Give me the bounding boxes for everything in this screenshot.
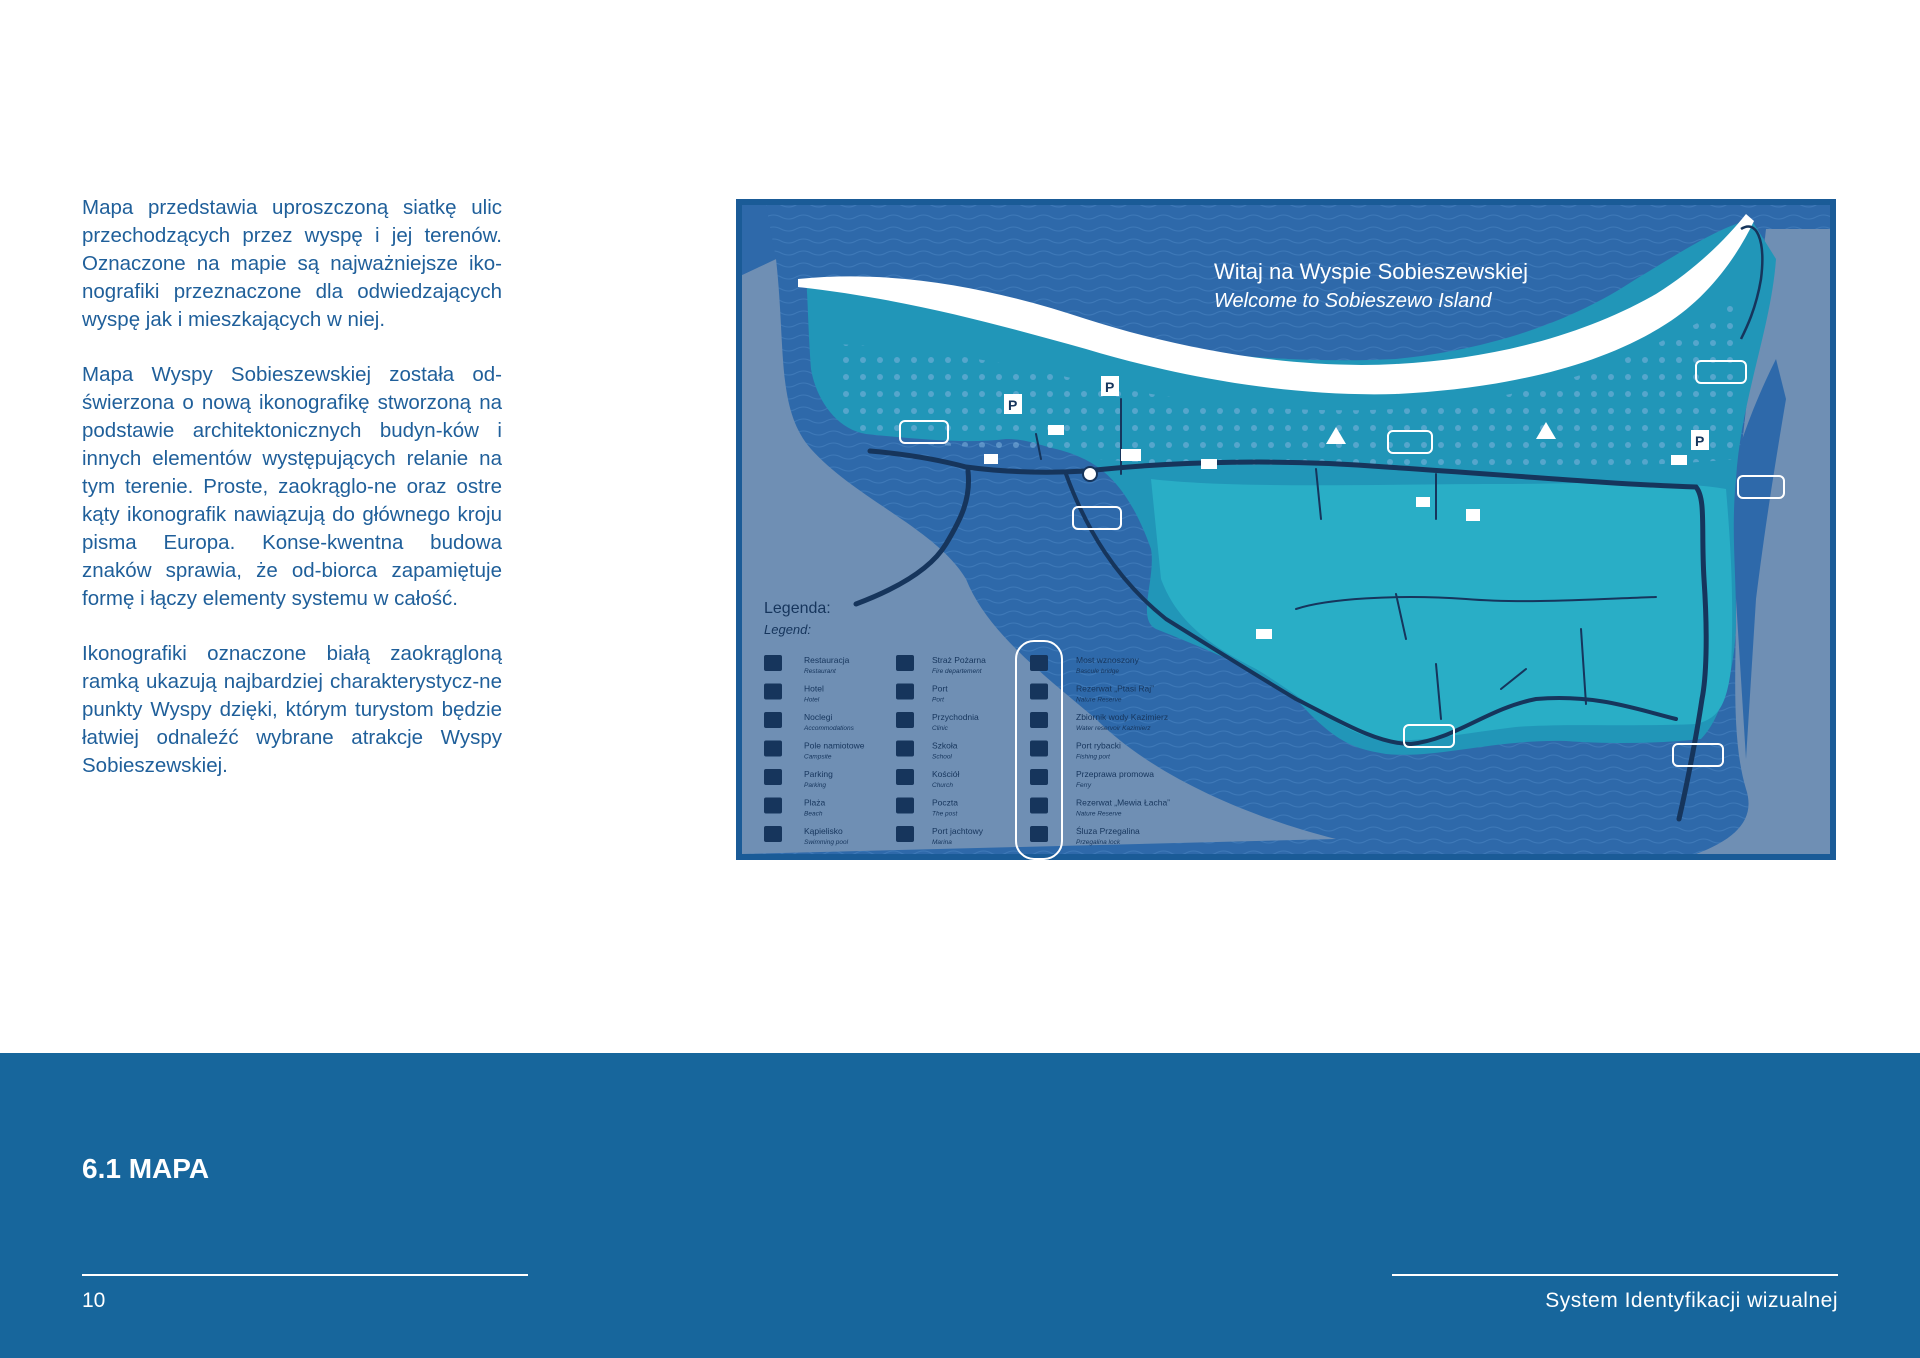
bascule-bridge-icon <box>1030 655 1048 671</box>
footer-rule-right <box>1392 1274 1838 1276</box>
legend-label: Rezerwat „Ptasi Raj” <box>1076 683 1154 694</box>
accommodations-icon <box>1671 455 1687 465</box>
mail-icon <box>1121 449 1141 461</box>
legend-label: Szkoła <box>932 740 958 751</box>
legend-label: Poczta <box>932 797 958 808</box>
legend-label: Przeprawa promowa <box>1076 769 1154 779</box>
legend-label: Noclegi <box>804 712 833 722</box>
parking-letter: P <box>1695 433 1705 449</box>
mail-icon <box>896 798 914 814</box>
map-title: Witaj na Wyspie Sobieszewskiej <box>1214 259 1529 284</box>
legend-label: Plaża <box>804 797 826 808</box>
legend-label-en: Port <box>932 696 944 704</box>
island-map <box>736 199 1836 860</box>
school-icon <box>896 741 914 757</box>
intro-text <box>82 194 502 807</box>
accommodations-icon <box>1201 459 1217 469</box>
marina-icon <box>896 826 914 842</box>
parking-letter: P <box>1008 397 1018 413</box>
legend-label: Śluza Przegalina <box>1076 826 1140 836</box>
document-title: System Identyfikacji wizualnej <box>1545 1289 1838 1312</box>
swimming-icon <box>764 826 782 842</box>
legend-label: Most wznoszony <box>1076 655 1139 665</box>
restaurant-icon <box>764 655 782 671</box>
legend-label: Port <box>932 683 948 694</box>
accommodations-icon <box>1416 497 1430 507</box>
page-number: 10 <box>82 1289 106 1312</box>
legend-label-en: Restaurant <box>804 668 836 675</box>
legend-label-en: Ferry <box>1076 782 1092 789</box>
water-tower-icon <box>1030 712 1048 728</box>
map-subtitle: Welcome to Sobieszewo Island <box>1214 290 1492 312</box>
legend-label-en: Nature Reserve <box>1076 810 1122 818</box>
accommodations-icon <box>1466 509 1480 521</box>
legend-label-en: Accommodations <box>804 725 854 732</box>
legend-label-en: Fishing port <box>1076 753 1110 761</box>
fishing-port-icon <box>1030 741 1048 757</box>
legend-label-en: School <box>932 753 952 761</box>
legend-label: Parking <box>804 769 833 779</box>
legend-label-en: Nature Reserve <box>1076 696 1122 704</box>
legend-label: Kościół <box>932 769 960 779</box>
hotel-icon <box>764 684 782 700</box>
footer-rule-left <box>82 1274 528 1276</box>
legend-label-en: Fire departement <box>932 668 982 675</box>
lock-icon <box>1030 826 1048 842</box>
legend-label-en: Church <box>932 782 953 789</box>
legend-label-en: Beach <box>804 810 823 818</box>
parking-letter: P <box>1105 379 1115 395</box>
parking-icon <box>764 769 782 785</box>
intro-paragraph-1: Mapa przedstawia uproszczoną siatkę ulic przechodzących przez wyspę i jej terenów. Oznaczone na mapie są najważniejsze iko-nografiki przeznaczone dla odwiedzających wyspę jak i mieszkających w niej. <box>82 196 502 331</box>
legend-label: Restauracja <box>804 655 850 665</box>
legend-label: Zbiornik wody Kazimierz <box>1076 712 1169 722</box>
roundabout <box>1083 467 1097 481</box>
hotel-icon <box>1048 425 1064 435</box>
legend-title: Legenda: <box>764 600 831 617</box>
bird-reserve-icon <box>1030 684 1048 700</box>
legend-label: Rezerwat „Mewia Łacha” <box>1076 797 1171 808</box>
legend-label: Przychodnia <box>932 712 979 722</box>
legend-label-en: Water reservoir Kazimierz <box>1076 725 1151 732</box>
legend-label: Straż Pożarna <box>932 655 986 665</box>
seal-icon <box>1030 798 1048 814</box>
legend-label: Hotel <box>804 683 824 694</box>
legend-label-en: The post <box>932 810 958 818</box>
legend-label: Port jachtowy <box>932 826 984 836</box>
legend-label-en: Swimming pool <box>804 839 849 846</box>
intro-paragraph-3: Ikonografiki oznaczone białą zaokrągloną ramką ukazują najbardziej charakterystycz-ne punkty Wyspy dzięki, którym turystom będzie łatwiej odnaleźć wybrane atrakcje Wyspy Sobieszewskiej. <box>82 642 502 777</box>
legend-label-en: Przegalina lock <box>1076 839 1121 846</box>
accommodations-icon <box>1256 629 1272 639</box>
clinic-icon <box>896 712 914 728</box>
anchor-icon <box>896 684 914 700</box>
church-icon <box>896 769 914 785</box>
legend-label-en: Campsite <box>804 753 832 761</box>
legend-label: Port rybacki <box>1076 740 1121 751</box>
beach-icon <box>764 798 782 814</box>
campsite-icon <box>764 741 782 757</box>
legend-label: Kąpielisko <box>804 826 843 836</box>
legend-label-en: Marina <box>932 839 952 846</box>
hotel-icon <box>984 454 998 464</box>
legend-label-en: Bascule bridge <box>1076 668 1119 675</box>
legend-label-en: Clinic <box>932 725 948 732</box>
legend-label-en: Parking <box>804 782 827 789</box>
intro-paragraph-2: Mapa Wyspy Sobieszewskiej została od-świerzona o nową ikonografikę stworzoną na podstawie architektonicznych budyn-ków i innych elementów występujących relanie na tym terenie. Proste, zaokrąglo-ne oraz ostre kąty ikonografik nawiązują do głównego kroju pisma Europa. Konse-kwentna budowa znaków sprawia, że od-biorca zapamiętuje formę i łączy elementy systemu w całość. <box>82 363 502 610</box>
legend-label-en: Hotel <box>804 696 820 704</box>
ferry-icon <box>1030 769 1048 785</box>
accommodations-icon <box>764 712 782 728</box>
legend-subtitle: Legend: <box>764 622 811 637</box>
section-title: 6.1 MAPA <box>82 1153 210 1184</box>
legend-label: Pole namiotowe <box>804 740 865 751</box>
fire-department-icon <box>896 655 914 671</box>
